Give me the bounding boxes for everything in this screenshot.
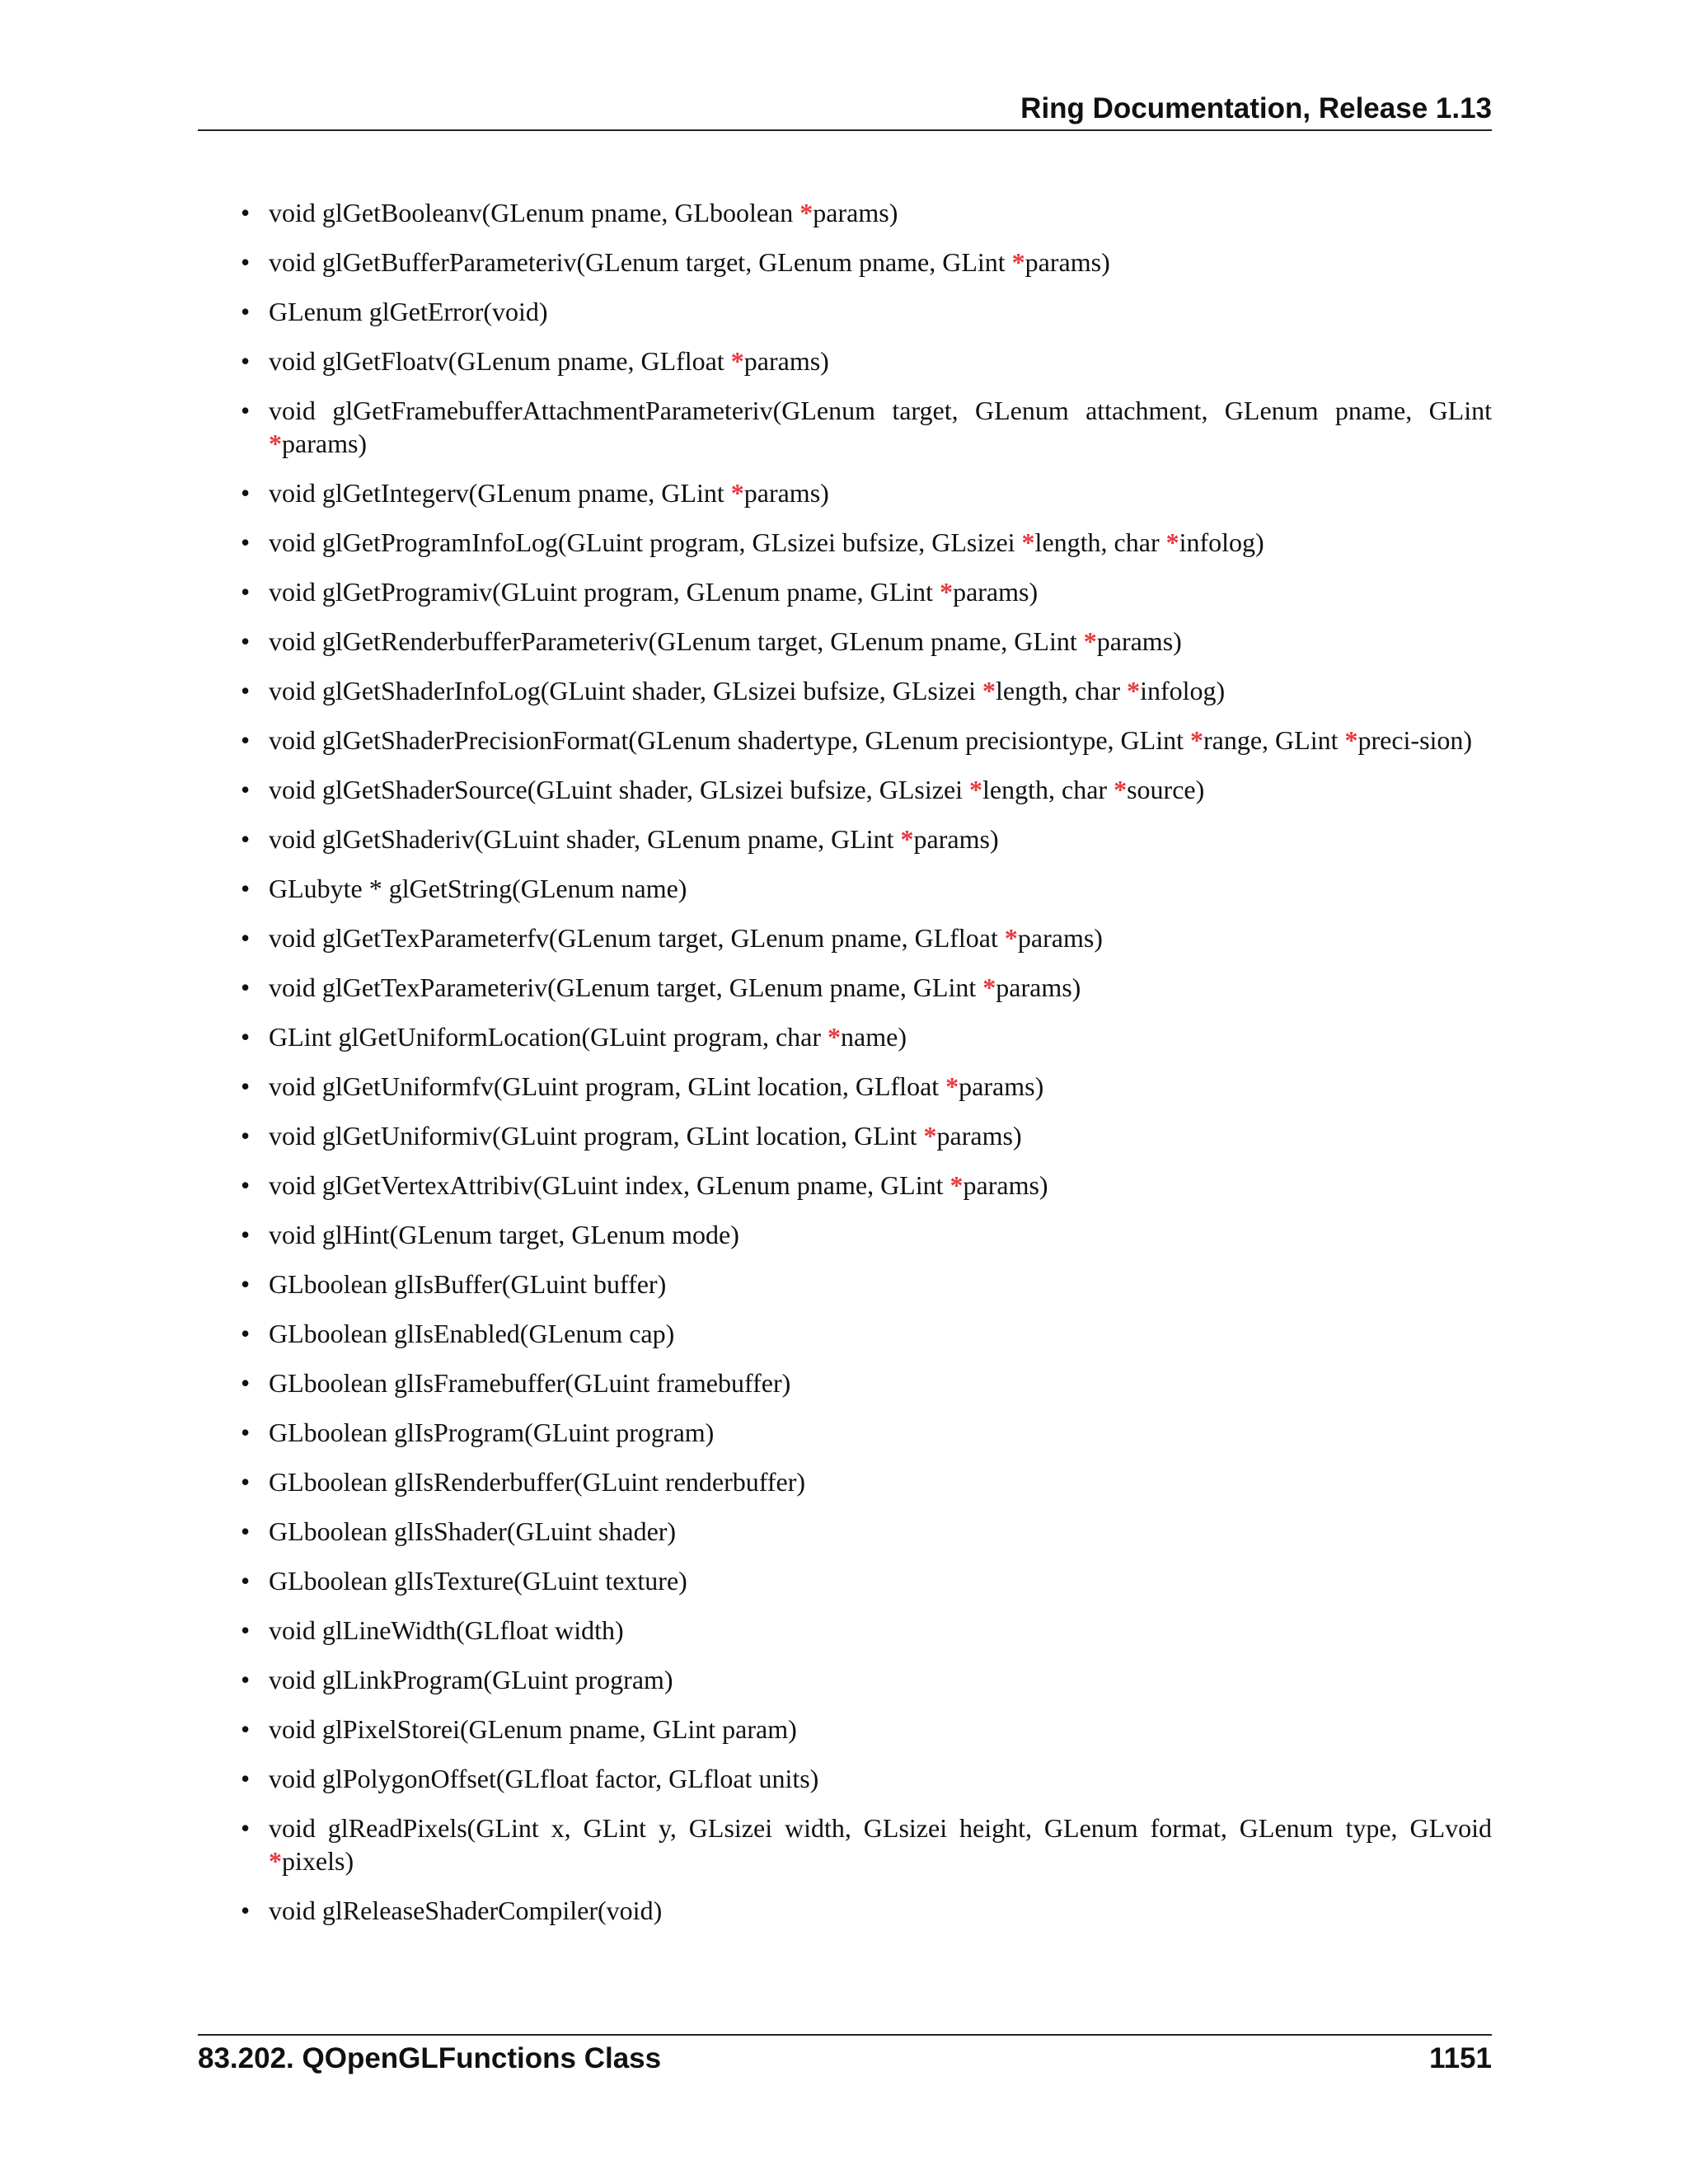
- signature-text: range, GLint: [1203, 725, 1345, 755]
- pointer-marker: *: [1127, 676, 1141, 705]
- function-signature-item: [231, 625, 1492, 658]
- function-signature-item: [231, 773, 1492, 806]
- signature-text: void glLineWidth(GLfloat width): [269, 1615, 624, 1645]
- pointer-marker: *: [982, 676, 996, 705]
- signature-text: GLboolean glIsBuffer(GLuint buffer): [269, 1269, 667, 1299]
- footer-section-title: 83.202. QOpenGLFunctions Class: [198, 2042, 662, 2074]
- pointer-marker: *: [940, 577, 954, 607]
- function-signature-item: [231, 1811, 1492, 1877]
- pointer-marker: *: [269, 1846, 282, 1876]
- function-signature-item: [231, 1564, 1492, 1597]
- bullet-icon: •: [241, 626, 251, 656]
- pointer-marker: *: [1344, 725, 1358, 755]
- signature-text: name): [841, 1022, 907, 1052]
- signature-text: GLenum glGetError(void): [269, 297, 548, 326]
- signature-text: void glGetTexParameterfv(GLenum target, GLenum pname, GLfloat: [269, 923, 1005, 953]
- footer-divider: [198, 2034, 1492, 2036]
- function-signature-item: [231, 674, 1492, 707]
- signature-text: GLubyte * glGetString(GLenum name): [269, 874, 687, 903]
- bullet-icon: •: [241, 1071, 251, 1101]
- function-signature-item: [231, 1020, 1492, 1053]
- signature-text: void glGetProgramInfoLog(GLuint program, GLsizei bufsize, GLsizei: [269, 527, 1022, 557]
- signature-text: params): [1096, 626, 1182, 656]
- function-signature-item: [231, 295, 1492, 328]
- signature-text: void glLinkProgram(GLuint program): [269, 1665, 673, 1694]
- bullet-icon: •: [241, 1764, 251, 1793]
- function-signature-item: [231, 1614, 1492, 1647]
- bullet-icon: •: [241, 1121, 251, 1151]
- function-signature-item: [231, 872, 1492, 905]
- function-signature-item: [231, 971, 1492, 1004]
- bullet-icon: •: [241, 1615, 251, 1645]
- signature-text: params): [953, 577, 1039, 607]
- function-signature-item: [231, 1070, 1492, 1103]
- function-signature-item: [231, 1465, 1492, 1498]
- bullet-icon: •: [241, 1813, 251, 1843]
- bullet-icon: •: [241, 198, 251, 227]
- pointer-marker: *: [828, 1022, 842, 1052]
- function-signature-item: [231, 921, 1492, 954]
- signature-text: void glGetBufferParameteriv(GLenum target, GLenum pname, GLint: [269, 247, 1012, 277]
- bullet-icon: •: [241, 824, 251, 854]
- pointer-marker: *: [1021, 527, 1035, 557]
- bullet-icon: •: [241, 1467, 251, 1497]
- signature-text: void glGetRenderbufferParameteriv(GLenum target, GLenum pname, GLint: [269, 626, 1084, 656]
- bullet-icon: •: [241, 1714, 251, 1744]
- bullet-icon: •: [241, 527, 251, 557]
- function-signature-item: [231, 1416, 1492, 1449]
- function-signature-item: [231, 724, 1492, 757]
- pointer-marker: *: [982, 972, 996, 1002]
- function-signature-item: [231, 1515, 1492, 1548]
- signature-text: pixels): [282, 1846, 354, 1876]
- header-divider: [198, 129, 1492, 131]
- bullet-icon: •: [241, 1896, 251, 1925]
- signature-text: infolog): [1179, 527, 1264, 557]
- signature-text: void glGetTexParameteriv(GLenum target, GLenum pname, GLint: [269, 972, 983, 1002]
- pointer-marker: *: [1083, 626, 1097, 656]
- bullet-icon: •: [241, 1220, 251, 1249]
- bullet-icon: •: [241, 1566, 251, 1596]
- signature-text: void glGetShaderSource(GLuint shader, GLsizei bufsize, GLsizei: [269, 775, 970, 804]
- pointer-marker: *: [269, 429, 282, 458]
- function-signature-item: [231, 1894, 1492, 1927]
- bullet-icon: •: [241, 676, 251, 705]
- function-signature-item: [231, 394, 1492, 460]
- pointer-marker: *: [945, 1071, 959, 1101]
- running-header-title: Ring Documentation, Release 1.13: [1020, 92, 1492, 124]
- footer-page-number: 1151: [1429, 2042, 1492, 2074]
- function-signature-item: [231, 344, 1492, 377]
- signature-text: params): [282, 429, 368, 458]
- bullet-icon: •: [241, 346, 251, 376]
- pointer-marker: *: [1165, 527, 1179, 557]
- signature-text: params): [913, 824, 999, 854]
- function-signature-item: [231, 1169, 1492, 1202]
- bullet-icon: •: [241, 297, 251, 326]
- pointer-marker: *: [1114, 775, 1128, 804]
- function-signature-item: [231, 246, 1492, 279]
- signature-text: infolog): [1140, 676, 1226, 705]
- pointer-marker: *: [1189, 725, 1203, 755]
- signature-text: void glGetFramebufferAttachmentParameteriv(GLenum target, GLenum attachment, GLenum pname, GLint: [269, 396, 1492, 425]
- signature-text: GLboolean glIsEnabled(GLenum cap): [269, 1319, 675, 1348]
- signature-text: params): [959, 1071, 1044, 1101]
- bullet-icon: •: [241, 247, 251, 277]
- signature-text: void glPolygonOffset(GLfloat factor, GLfloat units): [269, 1764, 819, 1793]
- bullet-icon: •: [241, 577, 251, 607]
- bullet-icon: •: [241, 775, 251, 804]
- signature-text: void glReleaseShaderCompiler(void): [269, 1896, 663, 1925]
- bullet-icon: •: [241, 1269, 251, 1299]
- signature-text: void glGetIntegerv(GLenum pname, GLint: [269, 478, 731, 508]
- function-signature-item: [231, 1366, 1492, 1399]
- signature-text: preci-sion): [1357, 725, 1473, 755]
- signature-text: length, char: [982, 775, 1114, 804]
- function-signature-item: [231, 526, 1492, 559]
- function-signature-item: [231, 1119, 1492, 1152]
- bullet-icon: •: [241, 1022, 251, 1052]
- pointer-marker: *: [950, 1170, 964, 1200]
- signature-text: void glGetShaderInfoLog(GLuint shader, GLsizei bufsize, GLsizei: [269, 676, 983, 705]
- pointer-marker: *: [923, 1121, 937, 1151]
- signature-text: params): [813, 198, 898, 227]
- bullet-icon: •: [241, 874, 251, 903]
- bullet-icon: •: [241, 725, 251, 755]
- pointer-marker: *: [1011, 247, 1025, 277]
- pointer-marker: *: [900, 824, 914, 854]
- function-signature-item: [231, 1218, 1492, 1251]
- bullet-icon: •: [241, 1516, 251, 1546]
- signature-text: params): [1017, 923, 1103, 953]
- signature-text: length, char: [1034, 527, 1166, 557]
- signature-text: void glGetShaderiv(GLuint shader, GLenum pname, GLint: [269, 824, 901, 854]
- signature-text: void glGetBooleanv(GLenum pname, GLboolean: [269, 198, 800, 227]
- signature-text: length, char: [996, 676, 1128, 705]
- signature-text: source): [1127, 775, 1205, 804]
- pointer-marker: *: [799, 198, 814, 227]
- signature-text: GLboolean glIsFramebuffer(GLuint framebuffer): [269, 1368, 791, 1398]
- bullet-icon: •: [241, 478, 251, 508]
- function-signature-item: [231, 476, 1492, 509]
- function-signature-item: [231, 196, 1492, 229]
- signature-text: void glPixelStorei(GLenum pname, GLint param): [269, 1714, 797, 1744]
- bullet-icon: •: [241, 923, 251, 953]
- function-signature-list: [231, 196, 1492, 1943]
- signature-text: GLint glGetUniformLocation(GLuint program, char: [269, 1022, 828, 1052]
- function-signature-item: [231, 1762, 1492, 1795]
- bullet-icon: •: [241, 1170, 251, 1200]
- function-signature-item: [231, 575, 1492, 608]
- bullet-icon: •: [241, 972, 251, 1002]
- signature-text: params): [996, 972, 1081, 1002]
- signature-text: params): [1025, 247, 1110, 277]
- signature-text: params): [963, 1170, 1048, 1200]
- signature-text: void glGetVertexAttribiv(GLuint index, GLenum pname, GLint: [269, 1170, 950, 1200]
- pointer-marker: *: [730, 478, 744, 508]
- bullet-icon: •: [241, 1368, 251, 1398]
- signature-text: void glGetShaderPrecisionFormat(GLenum shadertype, GLenum precisiontype, GLint: [269, 725, 1190, 755]
- signature-text: void glGetFloatv(GLenum pname, GLfloat: [269, 346, 731, 376]
- function-signature-item: [231, 1317, 1492, 1350]
- signature-text: void glHint(GLenum target, GLenum mode): [269, 1220, 739, 1249]
- pointer-marker: *: [730, 346, 744, 376]
- pointer-marker: *: [969, 775, 983, 804]
- signature-text: GLboolean glIsShader(GLuint shader): [269, 1516, 677, 1546]
- bullet-icon: •: [241, 1319, 251, 1348]
- function-signature-item: [231, 823, 1492, 855]
- signature-text: void glGetUniformfv(GLuint program, GLint location, GLfloat: [269, 1071, 946, 1101]
- signature-text: params): [936, 1121, 1022, 1151]
- function-signature-item: [231, 1268, 1492, 1301]
- bullet-icon: •: [241, 396, 251, 425]
- signature-text: GLboolean glIsRenderbuffer(GLuint renderbuffer): [269, 1467, 806, 1497]
- signature-text: void glGetUniformiv(GLuint program, GLint location, GLint: [269, 1121, 924, 1151]
- signature-text: GLboolean glIsTexture(GLuint texture): [269, 1566, 687, 1596]
- bullet-icon: •: [241, 1418, 251, 1447]
- bullet-icon: •: [241, 1665, 251, 1694]
- signature-text: params): [743, 478, 829, 508]
- signature-text: void glReadPixels(GLint x, GLint y, GLsizei width, GLsizei height, GLenum format, GLenum type, GLvoid: [269, 1813, 1492, 1843]
- function-signature-item: [231, 1713, 1492, 1746]
- signature-text: GLboolean glIsProgram(GLuint program): [269, 1418, 715, 1447]
- function-signature-item: [231, 1663, 1492, 1696]
- pointer-marker: *: [1004, 923, 1018, 953]
- signature-text: params): [743, 346, 829, 376]
- signature-text: void glGetProgramiv(GLuint program, GLenum pname, GLint: [269, 577, 940, 607]
